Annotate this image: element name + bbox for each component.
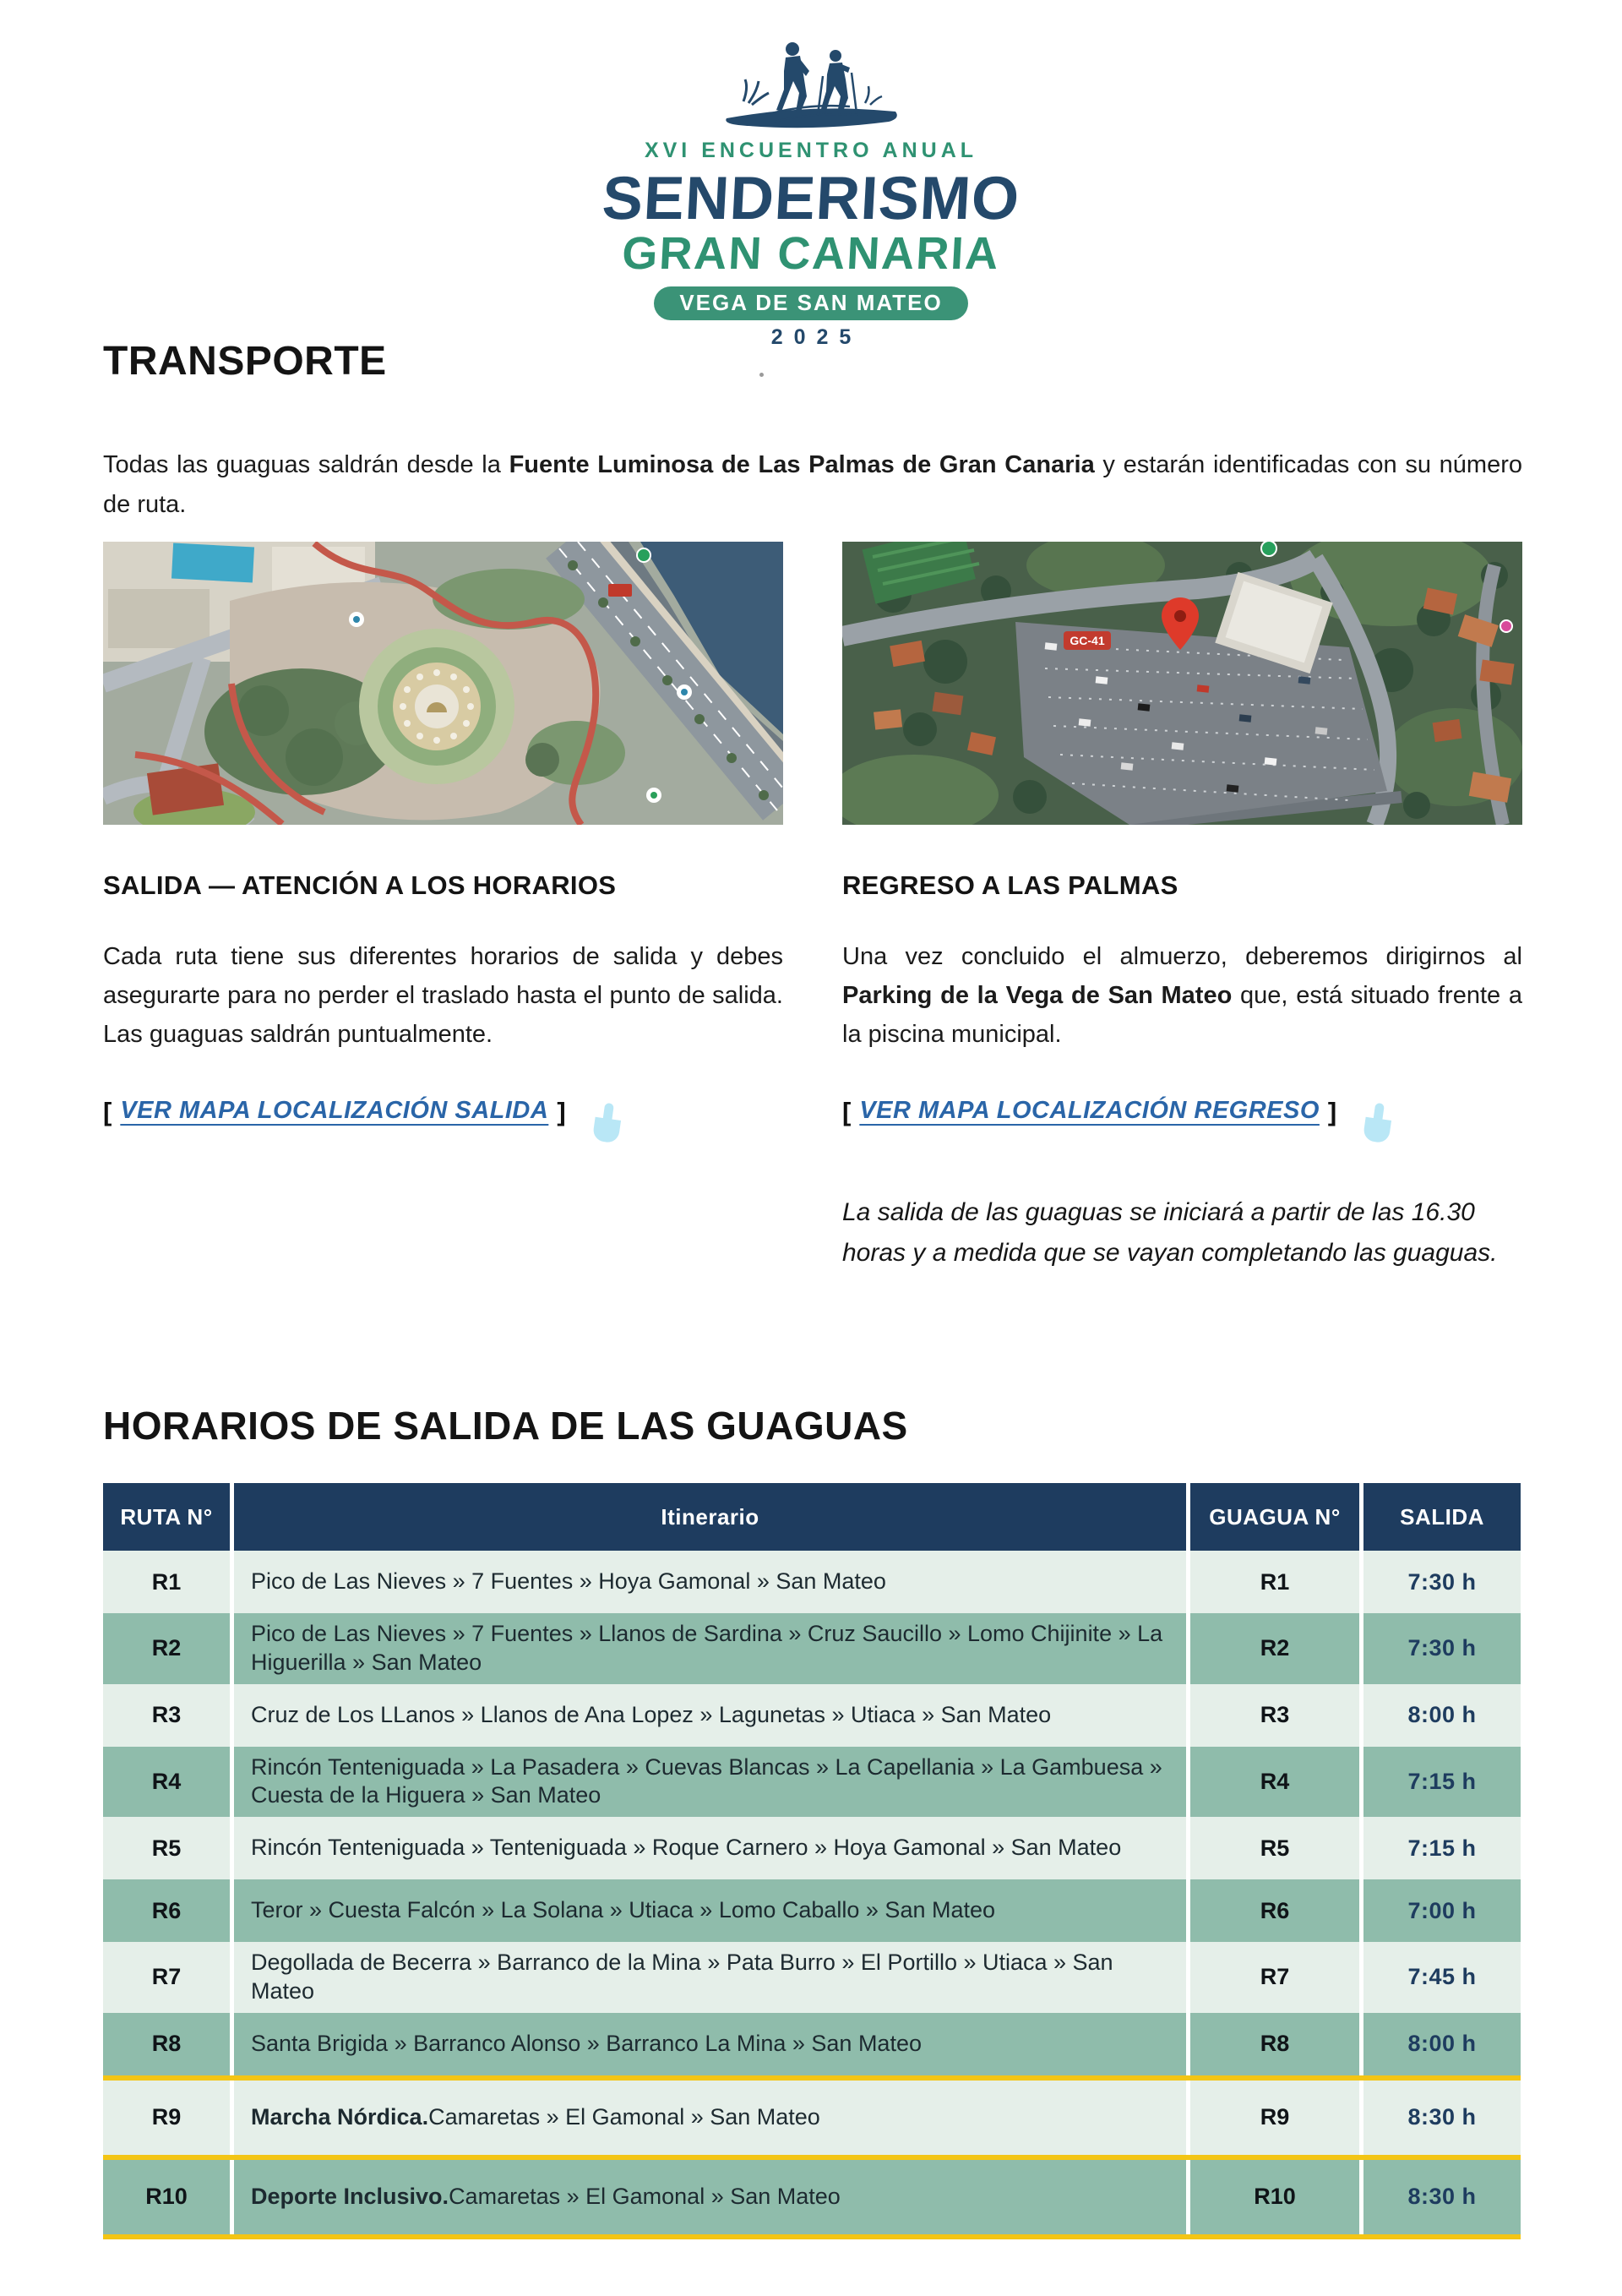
header-salida: SALIDA: [1363, 1483, 1521, 1551]
salida-map-image: [103, 542, 783, 825]
table-row: [103, 1817, 1521, 1879]
intro-text-end: y estarán identificadas con su número de ruta.: [103, 451, 1522, 518]
schedule-table: [103, 1483, 1521, 2239]
bus-number-cell: R2: [1190, 1613, 1359, 1684]
bus-number-cell: R7: [1190, 1942, 1359, 2013]
logo-badge-vega-san-mateo: VEGA DE SAN MATEO: [654, 286, 967, 320]
itinerary-cell: Cruz de Los LLanos » Llanos de Ana Lopez » Lagunetas » Utiaca » San Mateo: [234, 1684, 1186, 1747]
route-number-cell: R10: [103, 2160, 230, 2234]
itinerary-cell: Rincón Tenteniguada » Tenteniguada » Roque Carnero » Hoya Gamonal » San Mateo: [234, 1817, 1186, 1879]
bus-number-cell: R6: [1190, 1879, 1359, 1942]
route-number-cell: R6: [103, 1879, 230, 1942]
bus-number-cell: R1: [1190, 1551, 1359, 1613]
table-row: [103, 1551, 1521, 1613]
hikers-illustration: [715, 37, 907, 132]
logo-title-senderismo: SENDERISMO: [600, 165, 1022, 232]
bus-number-cell: R9: [1190, 2081, 1359, 2155]
pointing-hand-icon: [585, 1099, 629, 1149]
departure-note: La salida de las guaguas se iniciará a partir de las 16.30 horas y a medida que se vayan completando las guaguas.: [842, 1198, 1498, 1268]
departure-time-cell: 7:00 h: [1363, 1879, 1521, 1942]
departure-time-cell: 8:30 h: [1363, 2081, 1521, 2155]
intro-text: Todas las guaguas saldrán desde la: [103, 451, 509, 478]
salida-heading: SALIDA — ATENCIÓN A LOS HORARIOS: [103, 870, 617, 900]
schedule-table-header: [103, 1483, 1521, 1551]
bracket-close: ]: [557, 1097, 566, 1127]
departure-time-cell: 7:15 h: [1363, 1747, 1521, 1818]
bus-number-cell: R8: [1190, 2013, 1359, 2075]
regreso-map-link-row: [842, 1096, 1522, 1147]
page-title: TRANSPORTE: [103, 339, 387, 384]
logo-subtitle: XVI ENCUENTRO ANUAL: [644, 139, 978, 162]
logo-dot-artifact: [759, 373, 764, 377]
bus-number-cell: R10: [1190, 2160, 1359, 2234]
route-number-cell: R1: [103, 1551, 230, 1613]
salida-map-link-row: [103, 1096, 783, 1147]
regreso-text: Una vez concluido el almuerzo, deberemos dirigirnos al: [842, 943, 1522, 970]
route-number-cell: R8: [103, 2013, 230, 2075]
route-number-cell: R3: [103, 1684, 230, 1747]
logo-title-gran-canaria: GRAN CANARIA: [620, 228, 1002, 279]
bracket-open: [: [842, 1097, 852, 1127]
bracket-close: ]: [1327, 1097, 1337, 1127]
table-row: [103, 1747, 1521, 1818]
departure-time-cell: 8:00 h: [1363, 2013, 1521, 2075]
regreso-column: [842, 870, 1522, 1273]
route-number-cell: R2: [103, 1613, 230, 1684]
itinerary-cell: Santa Brigida » Barranco Alonso » Barranco La Mina » San Mateo: [234, 2013, 1186, 2075]
intro-bold-text: Fuente Luminosa de Las Palmas de Gran Canaria: [509, 451, 1095, 478]
event-logo: [0, 37, 1622, 348]
regreso-text-end: que, está situado frente a la piscina municipal.: [842, 981, 1522, 1048]
regreso-map-image: [842, 542, 1522, 825]
route-number-cell: R5: [103, 1817, 230, 1879]
itinerary-cell: Rincón Tenteniguada » La Pasadera » Cuevas Blancas » La Capellania » La Gambuesa » Cuesta de la Higuera » San Mateo: [234, 1747, 1186, 1818]
bus-number-cell: R4: [1190, 1747, 1359, 1818]
departure-time-cell: 8:30 h: [1363, 2160, 1521, 2234]
map-images-row: [103, 542, 1522, 825]
logo-year: 2025: [770, 325, 863, 349]
regreso-heading: REGRESO A LAS PALMAS: [842, 870, 1178, 900]
salida-column: [103, 870, 783, 1273]
header-guagua: GUAGUA N°: [1190, 1483, 1359, 1551]
itinerary-cell: Teror » Cuesta Falcón » La Solana » Utiaca » Lomo Caballo » San Mateo: [234, 1879, 1186, 1942]
salida-map-link[interactable]: VER MAPA LOCALIZACIÓN SALIDA: [120, 1097, 549, 1125]
departure-time-cell: 7:30 h: [1363, 1551, 1521, 1613]
bus-number-cell: R5: [1190, 1817, 1359, 1879]
regreso-bold-text: Parking de la Vega de San Mateo: [842, 981, 1233, 1009]
bracket-open: [: [103, 1097, 112, 1127]
intro-paragraph: [103, 445, 1522, 525]
departure-time-cell: 7:45 h: [1363, 1942, 1521, 2013]
route-number-cell: R4: [103, 1747, 230, 1818]
table-row: [103, 1942, 1521, 2013]
schedule-heading: HORARIOS DE SALIDA DE LAS GUAGUAS: [103, 1404, 908, 1448]
table-row: [103, 2013, 1521, 2075]
salida-paragraph: Cada ruta tiene sus diferentes horarios de salida y debes asegurarte para no perder el traslado hasta el punto de salida. Las guaguas saldrán puntualmente.: [103, 943, 783, 1048]
table-row: [103, 1684, 1521, 1747]
schedule-table-body: [103, 1551, 1521, 2239]
regreso-map-link[interactable]: VER MAPA LOCALIZACIÓN REGRESO: [859, 1097, 1320, 1125]
itinerary-cell: Pico de Las Nieves » 7 Fuentes » Hoya Gamonal » San Mateo: [234, 1551, 1186, 1613]
itinerary-cell: Marcha Nórdica. Camaretas » El Gamonal » San Mateo: [234, 2081, 1186, 2155]
departure-time-cell: 7:15 h: [1363, 1817, 1521, 1879]
bus-number-cell: R3: [1190, 1684, 1359, 1747]
itinerary-cell: Degollada de Becerra » Barranco de la Mina » Pata Burro » El Portillo » Utiaca » San Mateo: [234, 1942, 1186, 2013]
pointing-hand-icon: [1356, 1099, 1401, 1149]
departure-time-cell: 7:30 h: [1363, 1613, 1521, 1684]
header-itinerario: Itinerario: [234, 1483, 1186, 1551]
itinerary-cell: Deporte Inclusivo. Camaretas » El Gamonal » San Mateo: [234, 2160, 1186, 2234]
regreso-paragraph: [842, 938, 1522, 1054]
itinerary-cell: Pico de Las Nieves » 7 Fuentes » Llanos de Sardina » Cruz Saucillo » Lomo Chijinite » La Higuerilla » San Mateo: [234, 1613, 1186, 1684]
table-row: [103, 2075, 1521, 2155]
route-number-cell: R7: [103, 1942, 230, 2013]
header-ruta: RUTA N°: [103, 1483, 230, 1551]
road-label-gc41: GC-41: [1070, 634, 1105, 647]
table-row: [103, 2155, 1521, 2239]
table-row: [103, 1613, 1521, 1684]
info-columns: [103, 870, 1522, 1273]
departure-time-cell: 8:00 h: [1363, 1684, 1521, 1747]
route-number-cell: R9: [103, 2081, 230, 2155]
table-row: [103, 1879, 1521, 1942]
